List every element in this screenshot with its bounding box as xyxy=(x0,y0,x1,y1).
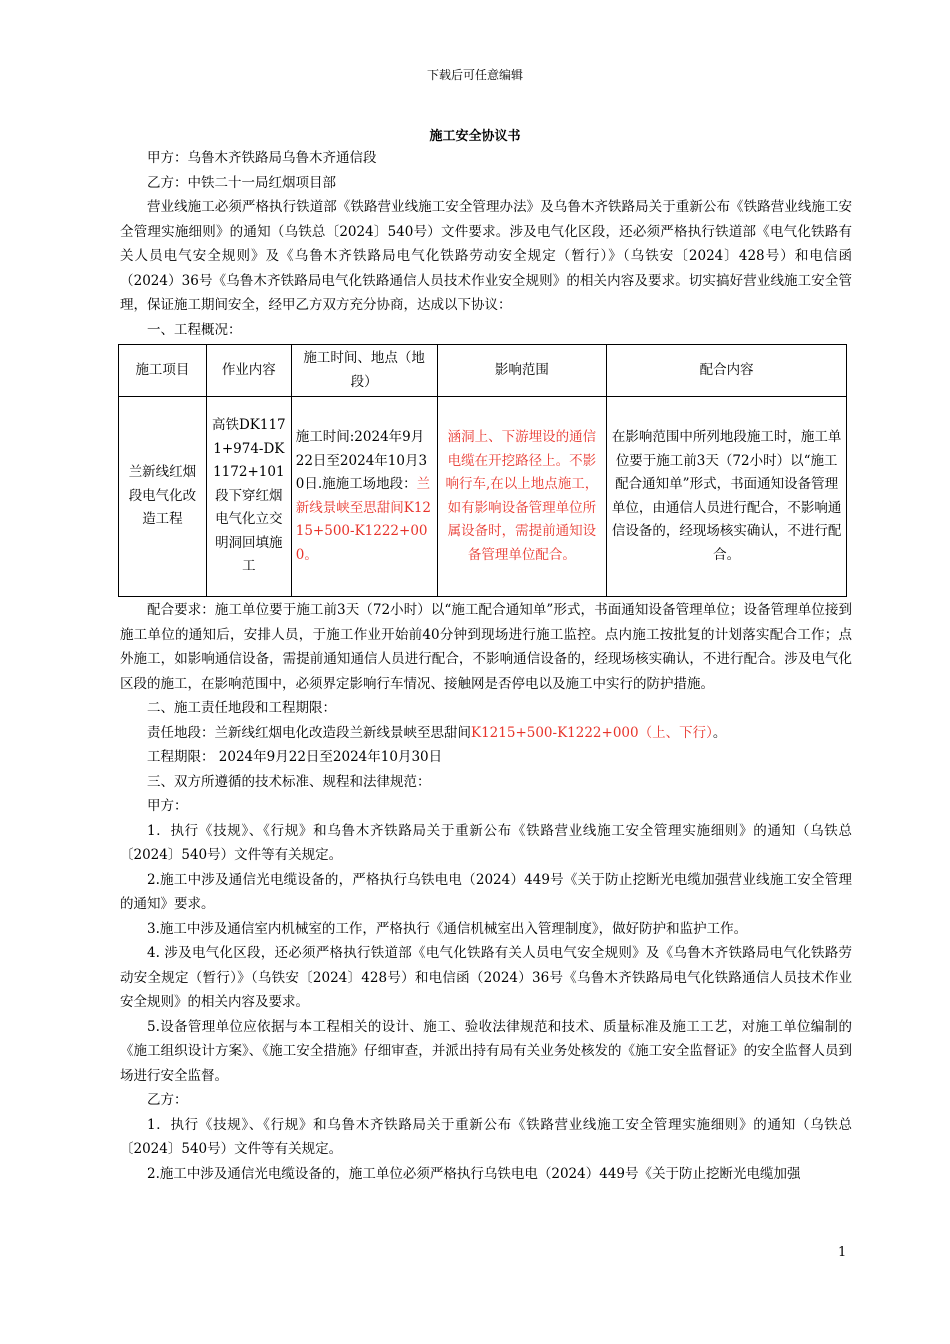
cell-project: 兰新线红烟段电气化改造工程 xyxy=(119,397,207,597)
cell-work-content: 高铁DK1171+974-DK1172+101段下穿红烟电气化立交明洞回填施工 xyxy=(206,397,291,597)
page-header: 下载后可任意编辑 xyxy=(426,68,523,82)
table-header-cell: 施工项目 xyxy=(119,345,207,397)
party-a-label: 甲方： xyxy=(147,798,188,814)
table-header-cell: 作业内容 xyxy=(206,345,291,397)
cell-coordination: 在影响范围中所列地段施工时，施工单位要于施工前3天（72小时）以“施工配合通知单”形式，书面通知设备管理单位，由通信人员进行配合，不影响通信设备的，经现场核实确认，不进行配合。 xyxy=(607,397,847,597)
list-item: 2.施工中涉及通信光电缆设备的，严格执行乌铁电电（2024）449号《关于防止挖断光电缆加强营业线施工安全管理的通知》要求。 xyxy=(120,871,852,912)
party-a-line: 甲方：乌鲁木齐铁路局乌鲁木齐通信段 xyxy=(147,150,377,166)
section-1-heading: 一、工程概况： xyxy=(147,321,242,338)
time-place-location: 兰新线景峡至思甜间K1215+500-K1222+000。 xyxy=(295,476,432,563)
section-2-heading: 二、施工责任地段和工程期限： xyxy=(147,700,336,716)
party-b-label: 乙方： xyxy=(147,1092,188,1108)
list-item: 1．执行《技规》、《行规》和乌鲁木齐铁路局关于重新公布《铁路营业线施工安全管理实施细则》的通知（乌铁总〔2024〕540号）文件等有关规定。 xyxy=(120,1116,852,1157)
responsibility-range: K1215+500-K1222+000（上、下行） xyxy=(471,724,713,741)
responsibility-end: 。 xyxy=(712,724,727,741)
list-item: 2.施工中涉及通信光电缆设备的，施工单位必须严格执行乌铁电电（2024）449号《关于防止挖断光电缆加强 xyxy=(147,1165,801,1182)
period-line: 工程期限： 2024年9月22日至2024年10月30日 xyxy=(147,749,443,765)
table-header-cell: 影响范围 xyxy=(437,345,607,397)
preamble-block xyxy=(120,146,852,342)
page-number: 1 xyxy=(838,1245,847,1260)
cell-impact-scope: 涵洞上、下游埋设的通信电缆在开挖路径上。不影响行车,在以上地点施工，如有影响设备管理单位所属设备时，需提前通知设备管理单位配合。 xyxy=(437,397,607,597)
table-row xyxy=(119,397,847,597)
list-item: 5.设备管理单位应依据与本工程相关的设计、施工、验收法律规范和技术、质量标准及施工工艺，对施工单位编制的《施工组织设计方案》、《施工安全措施》仔细审查，并派出持有局有关业务处核发的《施工安全监督证》的安全监督人员到场进行安全监督。 xyxy=(120,1018,852,1084)
responsibility-label: 责任地段：兰新线红烟电化改造段兰新线景峡至思甜间 xyxy=(147,724,471,741)
party-b-line: 乙方：中铁二十一局红烟项目部 xyxy=(147,174,336,191)
list-item: 3.施工中涉及通信室内机械室的工作，严格执行《通信机械室出入管理制度》，做好防护和监护工作。 xyxy=(147,920,748,937)
project-overview-table xyxy=(118,344,847,597)
table-header-cell: 施工时间、地点（地段） xyxy=(291,345,437,397)
cell-time-place xyxy=(291,397,437,597)
responsibility-line xyxy=(120,721,852,746)
table-header-row xyxy=(119,345,847,397)
list-item: 1．执行《技规》、《行规》和乌鲁木齐铁路局关于重新公布《铁路营业线施工安全管理实施细则》的通知（乌铁总〔2024〕540号）文件等有关规定。 xyxy=(120,822,852,863)
time-place-text: 施工时间:2024年9月22日至2024年10月30日.施施工场地段： xyxy=(295,429,428,492)
main-body xyxy=(120,598,852,1186)
coordination-requirements: 配合要求：施工单位要于施工前3天（72小时）以“施工配合通知单”形式，书面通知设备管理单位；设备管理单位接到施工单位的通知后，安排人员，于施工作业开始前40分钟到现场进行施工监控。点内施工按批复的计划落实配合工作；点外施工，如影响通信设备，需提前通知通信人员进行配合，不影响通信设备的，经现场核实确认，不进行配合。涉及电气化区段的施工，在影响范围中，必须界定影响行车情况、接触网是否停电以及施工中实行的防护措施。 xyxy=(120,602,852,692)
table-header-cell: 配合内容 xyxy=(607,345,847,397)
intro-paragraph: 营业线施工必须严格执行铁道部《铁路营业线施工安全管理办法》及乌鲁木齐铁路局关于重新公布《铁路营业线施工安全管理实施细则》的通知（乌铁总〔2024〕540号）文件要求。涉及电气化区段，还必须严格执行铁道部《电气化铁路有关人员电气安全规则》及《乌鲁木齐铁路局电气化铁路劳动安全规定（暂行）》（乌铁安〔2024〕428号）和电信函（2024）36号《乌鲁木齐铁路局电气化铁路通信人员技术作业安全规则》的相关内容及要求。切实搞好营业线施工安全管理，保证施工期间安全，经甲乙方双方充分协商，达成以下协议： xyxy=(120,199,852,313)
section-3-heading: 三、双方所遵循的技术标准、规程和法律规范： xyxy=(147,773,431,790)
document-title: 施工安全协议书 xyxy=(429,129,521,144)
list-item: 4. 涉及电气化区段，还必须严格执行铁道部《电气化铁路有关人员电气安全规则》及《乌鲁木齐铁路局电气化铁路劳动安全规定（暂行）》（乌铁安〔2024〕428号）和电信函（2024）36号《乌鲁木齐铁路局电气化铁路通信人员技术作业安全规则》的相关内容及要求。 xyxy=(120,945,852,1010)
